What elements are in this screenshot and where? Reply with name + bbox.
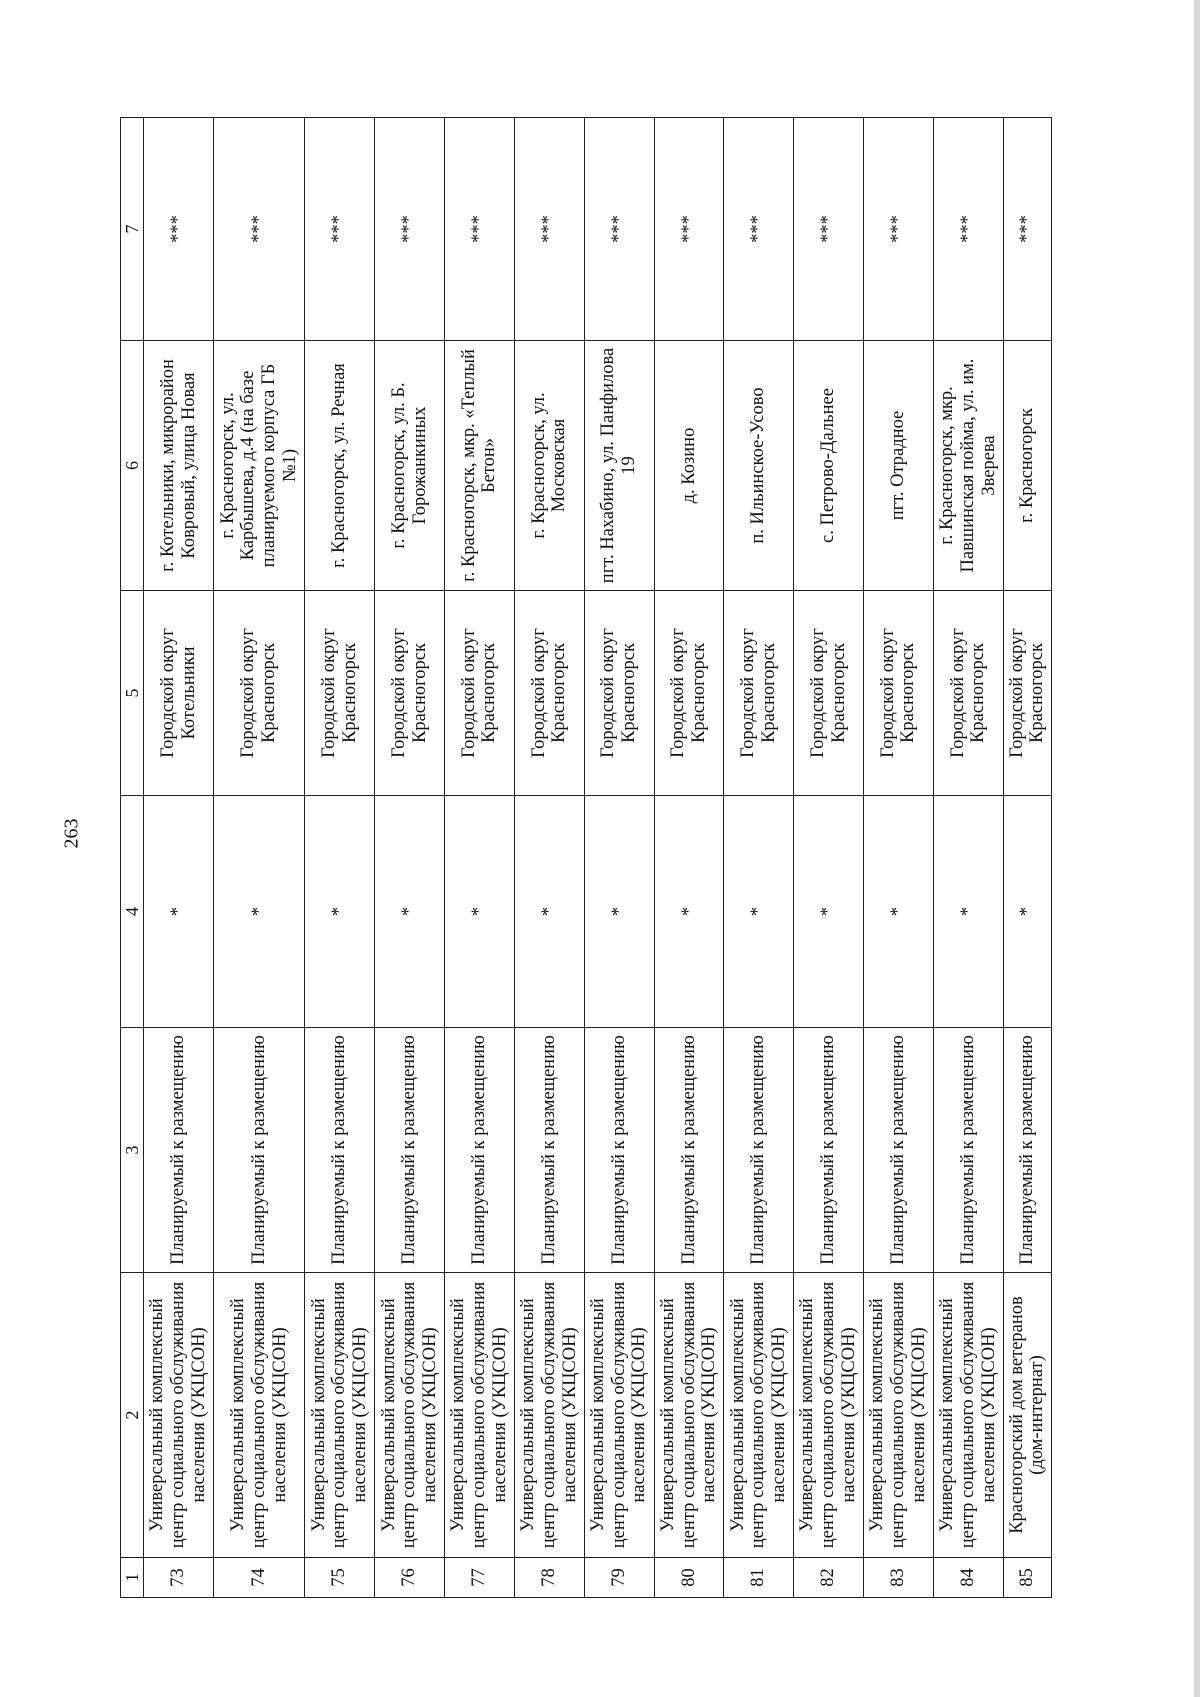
district-cell: Городской округ Красногорск <box>654 591 724 796</box>
column-4-cell: * <box>514 796 584 1028</box>
row-number-cell: 77 <box>445 1558 515 1598</box>
table-row <box>724 118 794 1598</box>
facility-name-cell: Универсальный комплексный центр социального обслуживания населения (УКЦСОН) <box>863 1273 933 1558</box>
column-7-cell: *** <box>305 118 375 341</box>
table-row <box>863 118 933 1598</box>
facility-name-cell: Универсальный комплексный центр социального обслуживания населения (УКЦСОН) <box>584 1273 654 1558</box>
column-4-cell: * <box>584 796 654 1028</box>
row-number-cell: 76 <box>375 1558 445 1598</box>
facility-name-cell: Универсальный комплексный центр социального обслуживания населения (УКЦСОН) <box>305 1273 375 1558</box>
header-row <box>121 118 144 1598</box>
column-header: 6 <box>121 341 144 591</box>
page-number: 263 <box>60 818 83 849</box>
column-4-cell: * <box>654 796 724 1028</box>
column-4-cell: * <box>375 796 445 1028</box>
facility-name-cell: Универсальный комплексный центр социального обслуживания населения (УКЦСОН) <box>933 1273 1003 1558</box>
row-number-cell: 73 <box>144 1558 214 1598</box>
location-cell: г. Красногорск, мкр. «Теплый Бетон» <box>445 341 515 591</box>
location-cell: г. Красногорск, ул. Карбышева, д.4 (на базе планируемого корпуса ГБ №1) <box>213 341 304 591</box>
row-number-cell: 79 <box>584 1558 654 1598</box>
location-cell: пгт. Нахабино, ул. Панфилова 19 <box>584 341 654 591</box>
column-4-cell: * <box>1003 796 1051 1028</box>
row-number-cell: 74 <box>213 1558 304 1598</box>
column-header: 5 <box>121 591 144 796</box>
status-cell: Планируемый к размещению <box>1003 1028 1051 1273</box>
column-header: 2 <box>121 1273 144 1558</box>
facility-name-cell: Универсальный комплексный центр социального обслуживания населения (УКЦСОН) <box>375 1273 445 1558</box>
location-cell: г. Красногорск, ул. Б. Горожанкиных <box>375 341 445 591</box>
column-7-cell: *** <box>1003 118 1051 341</box>
table-row <box>305 118 375 1598</box>
column-4-cell: * <box>933 796 1003 1028</box>
status-cell: Планируемый к размещению <box>213 1028 304 1273</box>
column-7-cell: *** <box>144 118 214 341</box>
status-cell: Планируемый к размещению <box>794 1028 864 1273</box>
table-row <box>144 118 214 1598</box>
location-cell: г. Красногорск, ул. Речная <box>305 341 375 591</box>
district-cell: Городской округ Котельники <box>144 591 214 796</box>
column-4-cell: * <box>144 796 214 1028</box>
district-cell: Городской округ Красногорск <box>794 591 864 796</box>
table-row <box>794 118 864 1598</box>
row-number-cell: 85 <box>1003 1558 1051 1598</box>
location-cell: г. Красногорск, мкр. Павшинская пойма, ул. им. Зверева <box>933 341 1003 591</box>
location-cell: с. Петрово-Дальнее <box>794 341 864 591</box>
column-4-cell: * <box>445 796 515 1028</box>
facility-name-cell: Универсальный комплексный центр социального обслуживания населения (УКЦСОН) <box>654 1273 724 1558</box>
district-cell: Городской округ Красногорск <box>1003 591 1051 796</box>
facility-name-cell: Универсальный комплексный центр социального обслуживания населения (УКЦСОН) <box>144 1273 214 1558</box>
facility-name-cell: Универсальный комплексный центр социального обслуживания населения (УКЦСОН) <box>794 1273 864 1558</box>
status-cell: Планируемый к размещению <box>863 1028 933 1273</box>
row-number-cell: 82 <box>794 1558 864 1598</box>
status-cell: Планируемый к размещению <box>375 1028 445 1273</box>
column-7-cell: *** <box>794 118 864 341</box>
facility-name-cell: Универсальный комплексный центр социального обслуживания населения (УКЦСОН) <box>724 1273 794 1558</box>
location-cell: п. Ильинское-Усово <box>724 341 794 591</box>
column-header: 1 <box>121 1558 144 1598</box>
rotated-table-container <box>120 118 1052 1598</box>
facility-name-cell: Универсальный комплексный центр социального обслуживания населения (УКЦСОН) <box>445 1273 515 1558</box>
status-cell: Планируемый к размещению <box>514 1028 584 1273</box>
district-cell: Городской округ Красногорск <box>863 591 933 796</box>
facilities-table <box>120 117 1052 1598</box>
status-cell: Планируемый к размещению <box>584 1028 654 1273</box>
location-cell: пгт. Отрадное <box>863 341 933 591</box>
location-cell: д. Козино <box>654 341 724 591</box>
location-cell: г. Котельники, микрорайон Ковровый, улица Новая <box>144 341 214 591</box>
row-number-cell: 80 <box>654 1558 724 1598</box>
scan-edge <box>1194 0 1200 1697</box>
row-number-cell: 84 <box>933 1558 1003 1598</box>
row-number-cell: 78 <box>514 1558 584 1598</box>
table-body <box>144 118 1052 1598</box>
status-cell: Планируемый к размещению <box>144 1028 214 1273</box>
column-4-cell: * <box>213 796 304 1028</box>
column-4-cell: * <box>724 796 794 1028</box>
column-7-cell: *** <box>584 118 654 341</box>
district-cell: Городской округ Красногорск <box>724 591 794 796</box>
status-cell: Планируемый к размещению <box>305 1028 375 1273</box>
column-7-cell: *** <box>863 118 933 341</box>
status-cell: Планируемый к размещению <box>933 1028 1003 1273</box>
column-4-cell: * <box>863 796 933 1028</box>
row-number-cell: 81 <box>724 1558 794 1598</box>
column-header: 4 <box>121 796 144 1028</box>
column-7-cell: *** <box>933 118 1003 341</box>
column-header: 7 <box>121 118 144 341</box>
table-row <box>933 118 1003 1598</box>
table-row <box>514 118 584 1598</box>
column-7-cell: *** <box>654 118 724 341</box>
column-7-cell: *** <box>213 118 304 341</box>
district-cell: Городской округ Красногорск <box>305 591 375 796</box>
column-7-cell: *** <box>375 118 445 341</box>
column-7-cell: *** <box>724 118 794 341</box>
district-cell: Городской округ Красногорск <box>375 591 445 796</box>
district-cell: Городской округ Красногорск <box>213 591 304 796</box>
location-cell: г. Красногорск <box>1003 341 1051 591</box>
status-cell: Планируемый к размещению <box>654 1028 724 1273</box>
facility-name-cell: Красногорский дом ветеранов (дом-интернат) <box>1003 1273 1051 1558</box>
district-cell: Городской округ Красногорск <box>514 591 584 796</box>
table-row <box>1003 118 1051 1598</box>
table-row <box>584 118 654 1598</box>
status-cell: Планируемый к размещению <box>724 1028 794 1273</box>
table-row <box>445 118 515 1598</box>
status-cell: Планируемый к размещению <box>445 1028 515 1273</box>
column-header: 3 <box>121 1028 144 1273</box>
district-cell: Городской округ Красногорск <box>445 591 515 796</box>
column-4-cell: * <box>794 796 864 1028</box>
column-4-cell: * <box>305 796 375 1028</box>
column-7-cell: *** <box>514 118 584 341</box>
facility-name-cell: Универсальный комплексный центр социального обслуживания населения (УКЦСОН) <box>514 1273 584 1558</box>
table-row <box>375 118 445 1598</box>
location-cell: г. Красногорск, ул. Московская <box>514 341 584 591</box>
district-cell: Городской округ Красногорск <box>584 591 654 796</box>
row-number-cell: 75 <box>305 1558 375 1598</box>
column-7-cell: *** <box>445 118 515 341</box>
table-row <box>213 118 304 1598</box>
facility-name-cell: Универсальный комплексный центр социального обслуживания населения (УКЦСОН) <box>213 1273 304 1558</box>
district-cell: Городской округ Красногорск <box>933 591 1003 796</box>
table-row <box>654 118 724 1598</box>
row-number-cell: 83 <box>863 1558 933 1598</box>
